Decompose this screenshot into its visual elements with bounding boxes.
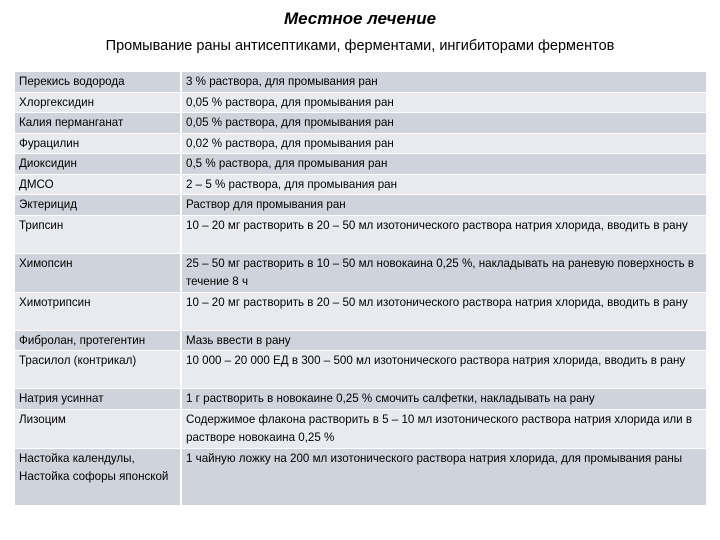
drug-usage: 25 – 50 мг растворить в 10 – 50 мл новокаина 0,25 %, накладывать на раневую поверхность в течение 8 ч — [181, 253, 706, 292]
drug-name: Химопсин — [15, 253, 181, 292]
drug-name: Натрия усиннат — [15, 389, 181, 410]
drug-usage: 0,5 % раствора, для промывания ран — [181, 154, 706, 175]
page-subtitle: Промывание раны антисептиками, ферментами, ингибиторами ферментов — [105, 38, 615, 54]
drug-name: Фурацилин — [15, 133, 181, 154]
drug-name: Трипсин — [15, 215, 181, 253]
table-row — [15, 154, 706, 175]
table-row — [15, 72, 706, 92]
table-row — [15, 330, 706, 351]
drug-usage: 2 – 5 % раствора, для промывания ран — [181, 174, 706, 195]
table-row — [15, 133, 706, 154]
drug-name: Фибролан, протегентин — [15, 330, 181, 351]
drug-usage: 1 чайную ложку на 200 мл изотонического раствора натрия хлорида, для промывания раны — [181, 448, 706, 505]
drug-table — [15, 72, 706, 506]
drug-name: Настойка календулы, Настойка софоры японской — [15, 448, 181, 505]
table-row — [15, 409, 706, 448]
drug-usage: 10 – 20 мг растворить в 20 – 50 мл изотонического раствора натрия хлорида, вводить в рану — [181, 292, 706, 330]
table-row — [15, 292, 706, 330]
table-row — [15, 448, 706, 505]
drug-name: Химотрипсин — [15, 292, 181, 330]
drug-name: ДМСО — [15, 174, 181, 195]
table-row — [15, 92, 706, 113]
drug-usage: 0,05 % раствора, для промывания ран — [181, 113, 706, 134]
drug-name: Эктерицид — [15, 195, 181, 216]
drug-name: Диоксидин — [15, 154, 181, 175]
table-row — [15, 113, 706, 134]
page-title: Местное лечение — [283, 9, 437, 28]
drug-name: Перекись водорода — [15, 72, 181, 92]
table-row — [15, 351, 706, 389]
table-row — [15, 389, 706, 410]
drug-usage: 10 000 – 20 000 ЕД в 300 – 500 мл изотонического раствора натрия хлорида, вводить в рану — [181, 351, 706, 389]
drug-name: Трасилол (контрикал) — [15, 351, 181, 389]
drug-name: Лизоцим — [15, 409, 181, 448]
drug-usage: Содержимое флакона растворить в 5 – 10 мл изотонического раствора натрия хлорида или в растворе новокаина 0,25 % — [181, 409, 706, 448]
table-row — [15, 253, 706, 292]
drug-name: Хлоргексидин — [15, 92, 181, 113]
drug-name: Калия перманганат — [15, 113, 181, 134]
drug-usage: 3 % раствора, для промывания ран — [181, 72, 706, 92]
drug-usage: 0,02 % раствора, для промывания ран — [181, 133, 706, 154]
table-row — [15, 215, 706, 253]
table-row — [15, 174, 706, 195]
drug-usage: 0,05 % раствора, для промывания ран — [181, 92, 706, 113]
drug-usage: Раствор для промывания ран — [181, 195, 706, 216]
drug-usage: 1 г растворить в новокаине 0,25 % смочить салфетки, накладывать на рану — [181, 389, 706, 410]
table-row — [15, 195, 706, 216]
drug-usage: Мазь ввести в рану — [181, 330, 706, 351]
drug-usage: 10 – 20 мг растворить в 20 – 50 мл изотонического раствора натрия хлорида, вводить в рану — [181, 215, 706, 253]
